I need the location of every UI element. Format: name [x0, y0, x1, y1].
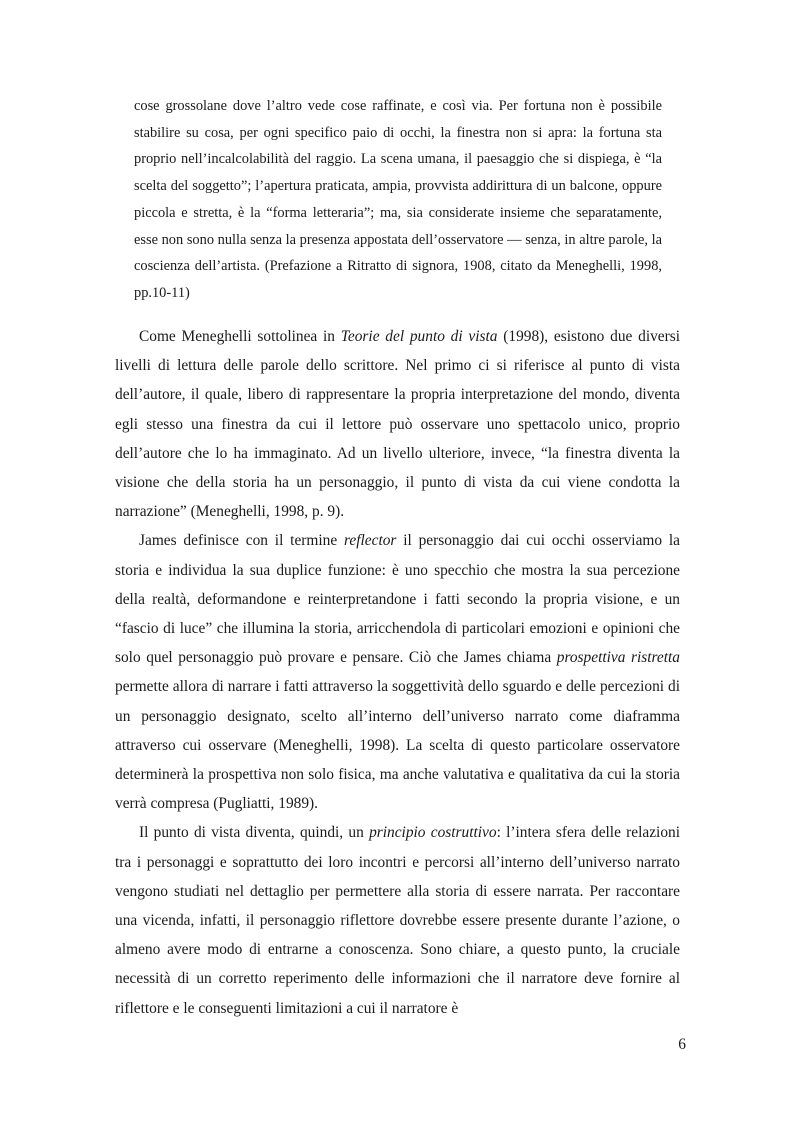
body-text	[115, 322, 680, 1023]
italic-term: principio costruttivo	[369, 824, 497, 842]
italic-term: prospettiva ristretta	[556, 649, 680, 667]
paragraph-text: il personaggio dai cui occhi osserviamo la storia e individua la sua duplice funzione: è uno specchio che mostra la sua percezione della realtà, deformandone e reinterpretandone i fatti secondo la propria visione, e un “fascio di luce” che illumina la storia, arricchendola di particolari emozioni e opinioni che solo quel personaggio può provare e pensare. Ciò che James chiama	[115, 532, 680, 667]
page-number: 6	[678, 1036, 686, 1053]
paragraph-2	[115, 526, 680, 818]
paragraph-text: Come Meneghelli sottolinea in	[139, 328, 341, 345]
block-quote: cose grossolane dove l’altro vede cose raffinate, e così via. Per fortuna non è possibile stabilire su cosa, per ogni specifico paio di occhi, la finestra non si apra: la fortuna sta proprio nell’incalcolabilità del raggio. La scena umana, il paesaggio che si dispiega, è “la scelta del soggetto”; l’apertura praticata, ampia, provvista addirittura di un balcone, oppure piccola e stretta, è la “forma letteraria”; ma, sia considerate insieme che separatamente, esse non sono nulla senza la presenza appostata dell’osservatore — senza, in altre parole, la coscienza dell’artista. (Prefazione a Ritratto di signora, 1908, citato da Meneghelli, 1998, pp.10-11)	[134, 98, 662, 301]
italic-term: reflector	[343, 532, 397, 550]
paragraph-text: Il punto di vista diventa, quindi, un	[139, 824, 370, 842]
paragraph-text: permette allora di narrare i fatti attraverso la soggettività dello sguardo e delle percezioni di un personaggio designato, scelto all’interno dell’universo narrato come diaframma attraverso cui osservare (Meneghelli, 1998). La scelta di questo particolare osservatore determinerà la prospettiva non solo fisica, ma anche valutativa e qualitativa da cui la storia verrà compresa (Pugliatti, 1989).	[115, 678, 680, 813]
italic-title: Teorie del punto di vista	[340, 328, 498, 345]
paragraph-1	[115, 322, 680, 526]
paragraph-text: James definisce con il termine	[139, 532, 344, 550]
paragraph-text: : l’intera sfera delle relazioni tra i personaggi e soprattutto dei loro incontri e percorsi all’interno dell’universo narrato vengono studiati nel dettaglio per permettere alla storia di essere narrata. Per raccontare una vicenda, infatti, il personaggio riflettore dovrebbe essere presente durante l’azione, o almeno avere modo di entrarne a conoscenza. Sono chiare, a questo punto, la cruciale necessità di un corretto reperimento delle informazioni che il narratore deve fornire al riflettore e le conseguenti limitazioni a cui il narratore è	[115, 824, 681, 1017]
paragraph-text: (1998), esistono due diversi livelli di lettura delle parole dello scrittore. Nel primo ci si riferisce al punto di vista dell’autore, il quale, libero di rappresentare la propria interpretazione del mondo, diventa egli stesso una finestra da cui il lettore può osservare uno spettacolo unico, proprio dell’autore che lo ha immaginato. Ad un livello ulteriore, invece, “la finestra diventa la visione che della storia ha un personaggio, il punto di vista da cui viene condotta la narrazione” (Meneghelli, 1998, p. 9).	[115, 328, 681, 521]
paragraph-3	[115, 818, 680, 1022]
